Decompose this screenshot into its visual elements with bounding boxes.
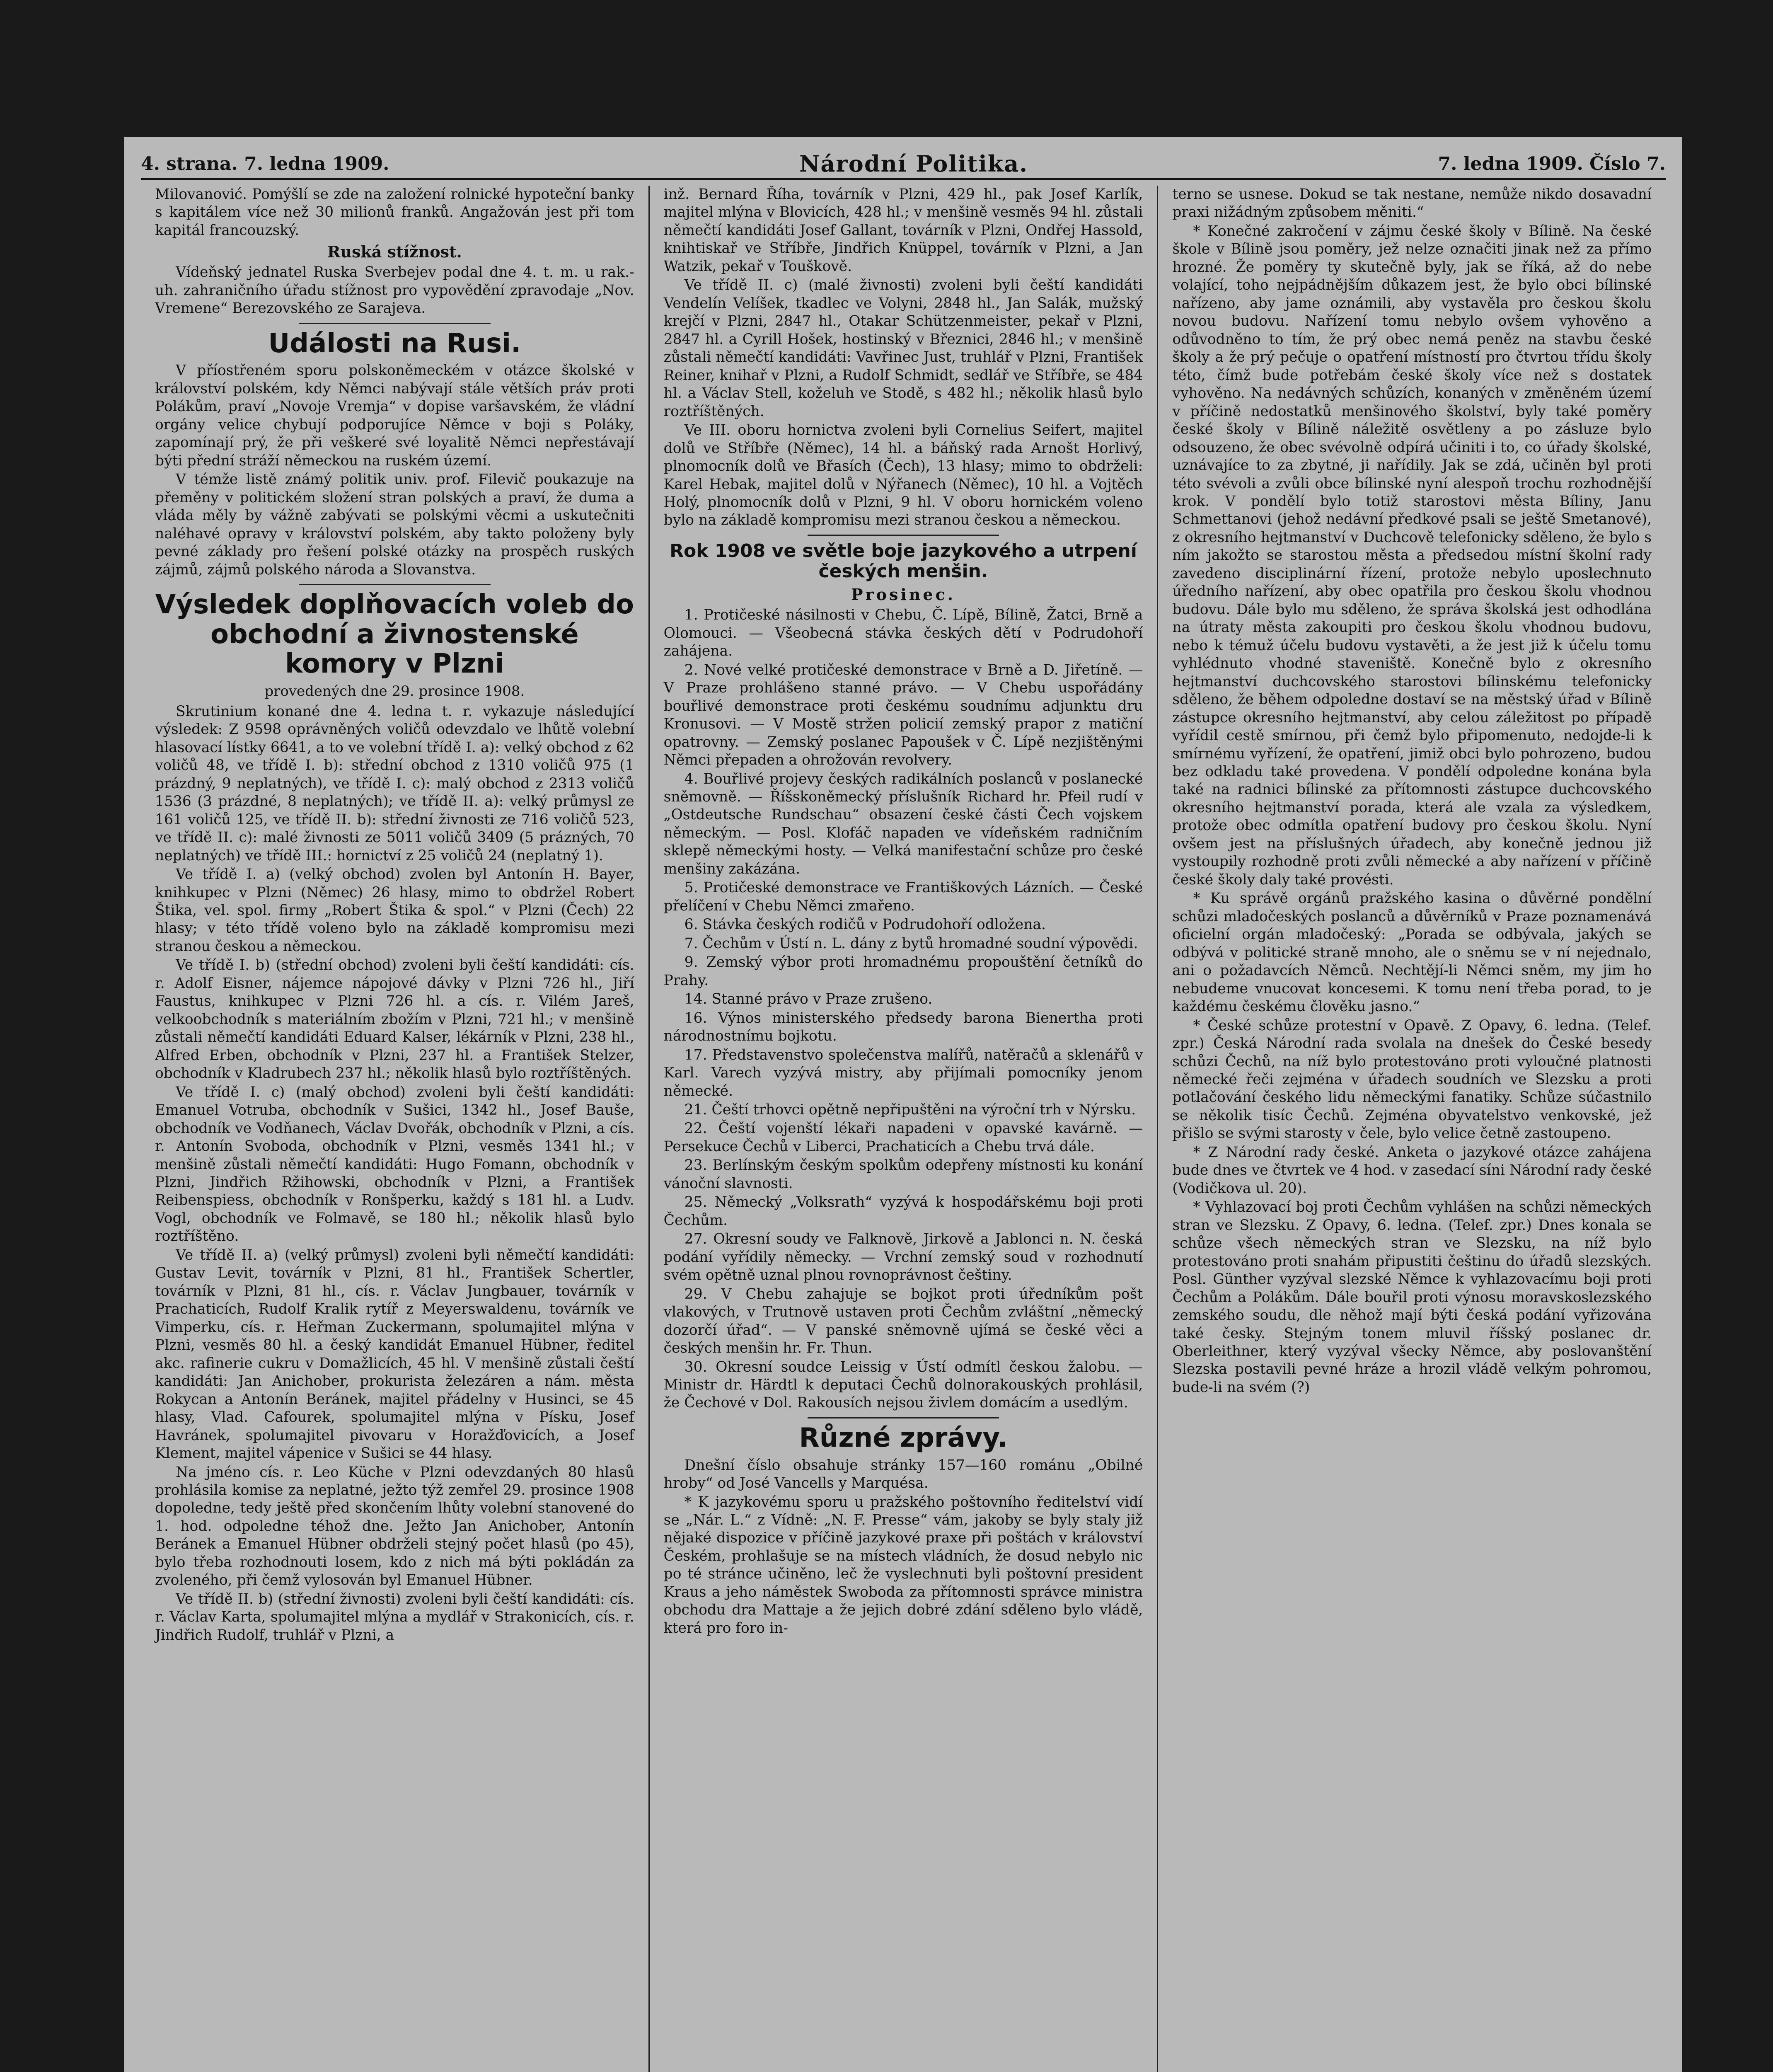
column-1 <box>141 186 650 2072</box>
list-item: 9. Zemský výbor proti hromadnému propouštění četníků do Prahy. <box>663 954 1143 989</box>
list-item: 29. V Chebu zahajuje se bojkot proti úředníkům pošt vlakových, v Trutnově ustaven proti Čechům zvláštní „německý dozorčí úřad“. — V panské sněmovně ujímá se české věci a českých menšin hr. Fr. Thun. <box>663 1285 1143 1357</box>
header-left: 4. strana. 7. ledna 1909. <box>141 153 389 174</box>
paragraph: Ve třídě I. c) (malý obchod) zvoleni byli čeští kandidáti: Emanuel Votruba, obchodník v Sušici, 1342 hl., Josef Bauše, obchodník ve Vodňanech, Václav Dvořák, obchodník v Plzni, a cís. r. Antonín Svoboda, obchodník v Plzni, vesměs 1341 hl.; v menšině zůstali němečtí kandidáti: Hugo Fomann, obchodník v Plzni, Jindřich Ržihowski, obchodník v Plzni, a František Reibenspiess, obchodník v Ronšperku, každý s 181 hl. a Ludv. Vogl, obchodník ve Folmavě, se 180 hl.; několik hlasů bylo roztříštěno. <box>155 1084 634 1245</box>
divider <box>299 323 491 324</box>
masthead-title: Národní Politika. <box>799 150 1028 177</box>
columns <box>141 186 1666 2072</box>
list-item: 21. Čeští trhovci opětně nepřipuštěni na výroční trh v Nýrsku. <box>684 1101 1136 1118</box>
paragraph: Dnešní číslo obsahuje stránky 157—160 románu „Obilné hroby“ od José Vancells y Marquésa. <box>663 1457 1143 1492</box>
heading-rok-1908: Rok 1908 ve světle boje jazykového a utrpení českých menšin. <box>670 540 1137 582</box>
paragraph: V příostřeném sporu polskoněmeckém v otázce školské v království polském, kdy Němci nabývají stále větších práv proti Polákům, praví „Novoje Vremja“ v dopise varšavském, že vládní orgány velice chybují podporujíce Němce v boji s Poláky, zapomínají prý, že při veškeré své loyalitě Němci nepřestávají býti přední stráží německou na ruském území. <box>155 362 634 469</box>
paragraph: inž. Bernard Říha, továrník v Plzni, 429 hl., pak Josef Karlík, majitel mlýna v Blovicích, 428 hl.; v menšině vesměs 94 hl. zůstali němečtí kandidáti Josef Gallant, továrník v Plzni, Ondřej Hassold, knihtiskař ve Stříbře, Jindřich Knüppel, továrník v Plzni, a Jan Watzik, pekař v Touškově. <box>663 186 1143 275</box>
list-item: 25. Německý „Volksrath“ vyzývá k hospodářskému boji proti Čechům. <box>663 1194 1143 1229</box>
list-item: 1. Protičeské násilnosti v Chebu, Č. Lípě, Bílině, Žatci, Brně a Olomouci. — Všeobecná stávka českých dětí v Podrudohoří zahájena. <box>663 607 1143 660</box>
paragraph: * K jazykovému sporu u pražského poštovního ředitelství vidí se „Nár. L.“ z Vídně: „N. F. Presse“ vám, jakoby se byly staly již nějaké dispozice v příčině jazykové praxe při poštách v království Českém, prohlašuje se na místech vládních, že dosud nebylo nic po té stránce učiněno, leč že vyslechnuti byli poštovní president Kraus a jeho náměstek Swoboda za přítomnosti správce ministra obchodu dra Mattaje a že jejich dobré zdání sděleno bylo vládě, která pro foro in- <box>663 1493 1143 1636</box>
column-3 <box>1158 186 1666 2072</box>
list-item: 16. Výnos ministerského předsedy barona Bienertha proti národnostnímu bojkotu. <box>663 1009 1143 1045</box>
divider <box>808 535 999 536</box>
list-item: 27. Okresní soudy ve Falknově, Jirkově a Jablonci n. N. česká podání vyřídily německy. — Vrchní zemský soud v rozhodnutí svém opětně uznal plnou rovnoprávnost češtiny. <box>663 1231 1143 1284</box>
list-item: 22. Čeští vojenští lékaři napadeni v opavské kavárně. — Persekuce Čechů v Liberci, Prachaticích a Chebu trvá dále. <box>663 1120 1143 1155</box>
column-2 <box>650 186 1159 2072</box>
list-item: 4. Bouřlivé projevy českých radikálních poslanců v poslanecké sněmovně. — Říšskoněmecký příslušník Richard hr. Pfeil rudí v „Ostdeutsche Rundschau“ obsazení české části Čech vojskem německým. — Posl. Klofáč napaden ve vídeňském radničním sklepě německými hosty. — Velká manifestační schůze pro české menšiny zakázána. <box>663 770 1143 877</box>
paragraph: Milovanović. Pomýšlí se zde na založení rolnické hypoteční banky s kapitálem více než 30 milionů franků. Angažován jest při tom kapitál francouzský. <box>155 186 634 239</box>
paragraph: Na jméno cís. r. Leo Küche v Plzni odevzdaných 80 hlasů prohlásila komise za neplatné, ježto týž zemřel 29. prosince 1908 dopoledne, tedy ještě před skončením lhůty volební stanovené do 1. hod. odpoledne téhož dne. Ježto Jan Anichober, Antonín Beránek a Emanuel Hübner obdrželi stejný počet hlasů (po 45), bylo třeba rozhodnouti losem, kdo z nich má býti pokládán za zvoleného, při čemž vylosován byl Emanuel Hübner. <box>155 1464 634 1589</box>
header-right: 7. ledna 1909. Číslo 7. <box>1438 153 1666 174</box>
heading-ruska-stiznost: Ruská stížnost. <box>327 242 462 261</box>
paragraph: Ve III. oboru hornictva zvoleni byli Cornelius Seifert, majitel dolů ve Stříbře (Němec), 14 hl. a báňský rada Arnošt Horlivý, plnomocník dolů ve Břasích (Čech), 13 hlasy; mimo to obdrželi: Karel Hebak, majitel dolů v Nýřanech (Němec), 10 hl. a Vojtěch Holý, plnomocník dolů v Plzni, 9 hl. V oboru hornickém voleno bylo na základě kompromisu mezi stranou českou a německou. <box>663 422 1143 529</box>
list-item: 17. Představenstvo společenstva malířů, natěračů a sklenářů v Karl. Varech vyzývá mistry, aby přijímali pomocníky jenom německé. <box>663 1046 1143 1099</box>
paragraph: Skrutinium konané dne 4. ledna t. r. vykazuje následující výsledek: Z 9598 oprávněných voličů odevzdalo ve lhůtě volební hlasovací lístky 6641, a to ve volební třídě I. a): velký obchod z 62 voličů 48, ve třídě I. b): střední obchod z 1310 voličů 975 (1 prázdný, 9 neplatných), ve třídě I. c): malý obchod z 2313 voličů 1536 (3 prázdné, 8 neplatných); ve třídě II. a): velký průmysl ze 161 voličů 125, ve třídě II. b): střední živnosti ze 716 voličů 523, ve třídě II. c): malé živnosti ze 5011 voličů 3409 (5 prázných, 70 neplatných) ve třídě III.: hornictví z 25 voličů 24 (neplatný 1). <box>155 703 634 864</box>
list-item: 7. Čechům v Ústí n. L. dány z bytů hromadné soudní výpovědi. <box>684 935 1138 952</box>
paragraph: Vídeňský jednatel Ruska Sverbejev podal dne 4. t. m. u rak.-uh. zahraničního úřadu stížnost pro vypovědění zpravodaje „Nov. Vremene“ Berezovského ze Sarajeva. <box>155 264 634 317</box>
heading-ruzne-zpravy: Různé zprávy. <box>799 1422 1008 1453</box>
list-item: 23. Berlínským českým spolkům odepřeny místnosti ku konání vánoční slavnosti. <box>663 1157 1143 1192</box>
paragraph: * Vyhlazovací boj proti Čechům vyhlášen na schůzi německých stran ve Slezsku. Z Opavy, 6. ledna. (Telef. zpr.) Dnes konala se schůze všech německých stran ve Slezsku, na níž bylo protestováno proti snahám připustiti češtinu do úřadů slezských. Posl. Günther vyzýval slezské Němce k vyhlazovacímu boji proti Čechům a Polákům. Dále bouřil proti výnosu moravskoslezského zemského soudu, dle něhož mají býti česká podání vyřizována také česky. Stejným tonem mluvil říšský poslanec dr. Oberleithner, který vyzýval všecky Němce, aby poslovanštění Slezska postavili pevné hráze a hrozil vládě velkým pohromou, bude-li na svém (?) <box>1172 1199 1652 1396</box>
paragraph: Ve třídě II. a) (velký průmysl) zvoleni byli němečtí kandidáti: Gustav Levit, továrník v Plzni, 81 hl., František Schertler, továrník v Plzni, 81 hl., cís. r. Václav Jungbauer, továrník v Prachaticích, Rudolf Kralik rytíř z Meyerswaldenu, továrník ve Vimperku, cís. r. Heřman Zuckermann, spolumajitel mlýna v Plzni, vesměs 80 hl. a český kandidát Emanuel Hübner, ředitel akc. rafinerie cukru v Domažlicích, 45 hl. V menšině zůstali čeští kandidáti: Jan Anichober, prokurista železáren a nám. města Rokycan a Antonín Beránek, majitel přádelny v Husinci, se 45 hlasy, Vlad. Cafourek, spolumajitel mlýna v Písku, Josef Havránek, spolumajitel pivovaru v Horažďovicích, a Josef Klement, majitel vápenice v Sušici se 44 hlasy. <box>155 1247 634 1462</box>
list-item: 14. Stanné právo v Praze zrušeno. <box>684 991 933 1008</box>
paragraph: * Ku správě orgánů pražského kasina o důvěrné pondělní schůzi mladočeských poslanců a důvěrníků v Praze poznamenává oficielní orgán mladočeský: „Porada se odbývala, jakých se odbývá v politické straně mnoho, ale o sněmu se v ní nejednalo, ani o požadavcích Němců. Nechtějí-li Němci sněm, my jim ho nebudeme vnucovat koncesemi. K tomu není třeba porad, to je každému českému člověku jasno.“ <box>1172 890 1652 1015</box>
subheading: provedených dne 29. prosince 1908. <box>264 683 525 700</box>
paragraph: Ve třídě II. b) (střední živnosti) zvoleni byli čeští kandidáti: cís. r. Václav Karta, spolumajitel mlýna a mydlář v Strakonicích, cís. r. Jindřich Rudolf, truhlář v Plzni, a <box>155 1590 634 1644</box>
page-header <box>141 149 1666 180</box>
list-item: 30. Okresní soudce Leissig v Ústí odmítl českou žalobu. — Ministr dr. Härdtl k deputaci Čechů dolnorakouských prohlásil, že Čechové v Dol. Rakousích nejsou živlem domácím a usedlým. <box>663 1358 1143 1411</box>
paragraph: * Konečné zakročení v zájmu české školy v Bílině. Na české škole v Bílině jsou poměry, jež nelze označiti jinak než za přímo hrozné. Že poměry ty skutečně byly, jak se říká, až do nebe volající, toho nejpádnějším důkazem jest, že bylo obci bílinské nařízeno, aby jame oznámili, aby vystavěla pro českou školu novou budovu. Nařízení tomu nebylo ovšem vyhověno a odůvodněno to tím, že prý obec nemá peněz na stavbu české školy a že prý pečuje o opatření místností pro čtvrtou třídu školy této, čímž bude potřebám české školy více než s dostatek vyhověno. Na nedávných schůzích, konaných v změněném území v příčině nedostatků menšinového školství, byly také poměry české školy v Bílině náležitě osvětleny a po zásluze bylo odsouzeno, že obec svévolně odpírá učiniti i to, co úřady školské, uznávajíce to za zbytné, ji nařídily. Jak se zdá, učiněn byl proti této svévoli a zvůli obce bílinské nyní alespoň trochu rozhodnější krok. V pondělí bylo totiž starostovi města Bíliny, Janu Schmettanovi (jehož nedávní předkové psali se ještě Smetanové), z okresního hejtmanství v Duchcově telefonicky sděleno, že bylo s ním jakožto se starostou města a předsedou místní školní rady zavedeno disciplinární řízení, protože nebylo uposlechnuto úředního nařízení, aby obec opatřila pro českou školu vhodnou budovu. Dále bylo mu sděleno, že správa školská jest odhodlána na útraty města zakoupiti pro českou školu vhodnou budovu, nebo k témuž účelu budovu vystavěti, a že jest již k účelu tomu vyhlédnuto vhodné staveniště. Konečně bylo z okresního hejtmanství duchcovského starostovi bílinskému telefonicky sděleno, že během odpoledne dostaví se na městský úřad v Bílině zástupce okresního hejtmanství, aby celou záležitost po případě vyřídil cestě smírnou, při čemž bylo připomenuto, nedojde-li k smírnému vyřízení, že opatření, jimiž obci bylo pohrozeno, budou bez odkladu také provedena. V pondělí odpoledne konána byla také na radnici bílinské za přítomnosti zástupce duchcovského okresního hejtmanství porada, která ale vzala za výsledkem, protože obec odmítla opatření budovy pro českou školu. Nyní ovšem jest na příslušných úřadech, aby konečně jednou již vystoupily rozhodně proti zvůli německé a aby nařízení v příčině české školy daly také provésti. <box>1172 223 1652 888</box>
paragraph: Ve třídě II. c) (malé živnosti) zvoleni byli čeští kandidáti Vendelín Velíšek, tkadlec ve Volyni, 2848 hl., Jan Salák, mužský krejčí v Plzni, 2847 hl., Otakar Schützenmeister, pekař v Plzni, 2847 hl. a Cyrill Hošek, hostinský v Březnici, 2846 hl.; v menšině zůstali němečtí kandidáti: Vavřinec Just, truhlář v Plzni, František Reiner, knihař v Plzni, a Rudolf Schmidt, sedlář ve Stříbře, se 484 hl. a Václav Stell, koželuh ve Stodě, s 482 hl.; několik hlasů bylo roztříštěných. <box>663 277 1143 420</box>
list-item: 2. Nové velké protičeské demonstrace v Brně a D. Jiřetíně. — V Praze prohlášeno stanné právo. — V Chebu uspořádány bouřlivé demonstrace proti českému soudnímu adjunktu dru Kronusovi. — V Mostě stržen policií zemský prapor z matiční opatrovny. — Zemský poslanec Papoušek v Č. Lípě nezjištěnými Němci přepaden a ohrožován revolvery. <box>663 661 1143 769</box>
list-item: 6. Stávka českých rodičů v Podrudohoří odložena. <box>684 916 1046 933</box>
divider <box>808 1417 999 1418</box>
paragraph: V témže listě známý politik univ. prof. Filevič poukazuje na přeměny v politickém složení stran polských a praví, že duma a vláda měly by vážně zabývati se polskými věcmi a uskutečniti naléhavé opravy v království polském, aby takto položeny byly pevné základy pro řešení polské otázky na prospěch ruských zájmů, zájmů polského národa a Slovanstva. <box>155 471 634 578</box>
paragraph: Ve třídě I. a) (velký obchod) zvolen byl Antonín H. Bayer, knihkupec v Plzni (Němec) 26 hlasy, mimo to obdržel Robert Štika, vel. spol. firmy „Robert Štika & spol.“ v Plzni (Čech) 22 hlasy; v této třídě voleno bylo na základě kompromisu mezi stranou českou a německou. <box>155 866 634 955</box>
list-item: 5. Protičeské demonstrace ve Františkových Lázních. — České přelíčení v Chebu Němci zmařeno. <box>663 879 1143 914</box>
heading-prosinec: Prosinec. <box>851 585 955 604</box>
paragraph: terno se usnese. Dokud se tak nestane, nemůže nikdo dosavadní praxi nižádným způsobem měniti.“ <box>1172 186 1652 221</box>
paragraph: * České schůze protestní v Opavě. Z Opavy, 6. ledna. (Telef. zpr.) Česká Národní rada svolala na dnešek do České besedy schůzi Čechů, na níž bylo protestováno proti vyloučné platnosti německé řeči zejména v úřadech soudních ve Slezsku a proti potlačování českého lidu německými fanatiky. Schůze súčastnilo se několik tisíc Čechů. Zejména obyvatelstvo venkovské, jež přišlo se svými starosty v čele, bylo velice četně zastoupeno. <box>1172 1017 1652 1142</box>
heading-udalosti-na-rusi: Události na Rusi. <box>268 328 521 359</box>
paragraph: Ve třídě I. b) (střední obchod) zvoleni byli čeští kandidáti: cís. r. Adolf Eisner, nájemce nápojové dávky v Plzni 726 hl., Jiří Faustus, knihkupec v Plzni 726 hl. a cís. r. Vilém Jareš, velkoobchodník s materiálním zbožím v Plzni, 721 hl.; v menšině zůstali němečtí kandidáti Eduard Kalser, lékárník v Plzni, 238 hl., Alfred Erben, obchodník v Plzni, 237 hl. a František Stelzer, obchodník v Kladrubech 237 hl.; několik hlasů bylo roztříštěných. <box>155 957 634 1082</box>
heading-vysledek-voleb: Výsledek doplňovacích voleb do obchodní a živnostenské komory v Plzni <box>155 589 634 680</box>
paragraph: * Z Národní rady české. Anketa o jazykové otázce zahájena bude dnes ve čtvrtek ve 4 hod. v zasedací síni Národní rady české (Vodičkova ul. 20). <box>1172 1144 1652 1197</box>
newspaper-page <box>124 137 1682 2072</box>
divider <box>299 584 491 585</box>
